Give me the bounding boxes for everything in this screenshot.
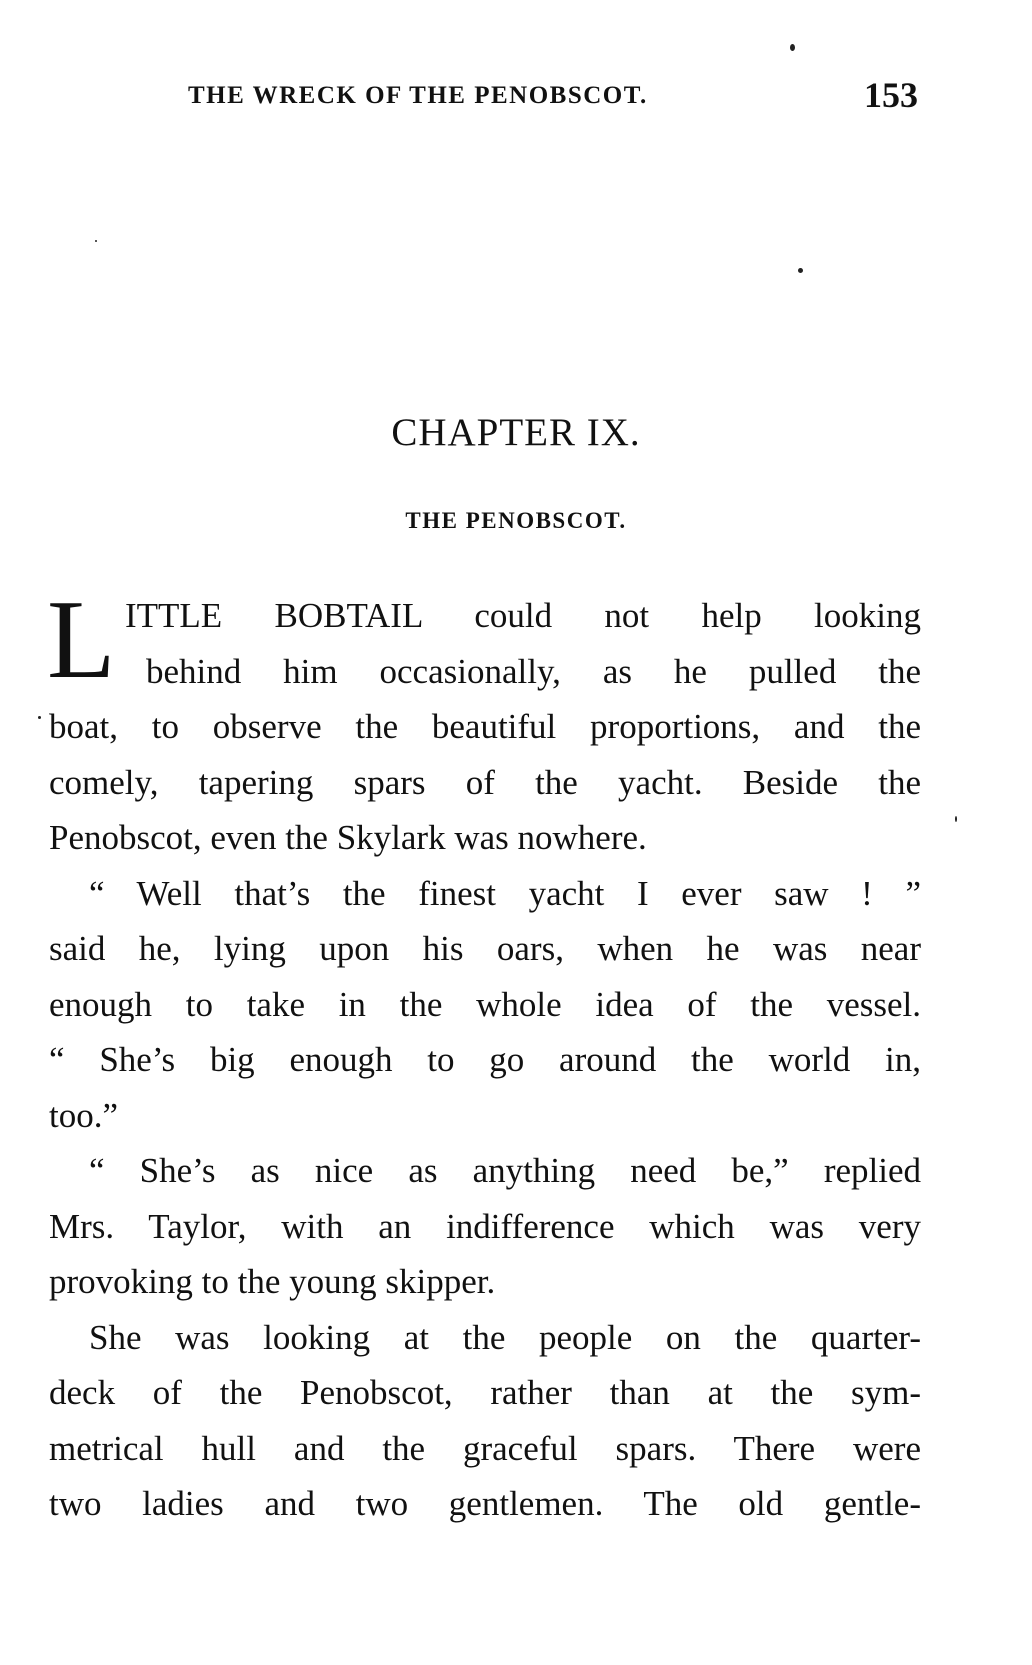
scan-speck [38,716,41,719]
drop-cap: L [47,578,116,702]
first-paragraph-start [47,578,921,702]
text-line: said he, lying upon his oars, when he was near [49,929,921,968]
text-line: “ She’s as nice as anything need be,” replied [89,1151,921,1190]
chapter-title: THE PENOBSCOT. [405,508,627,533]
text-line: enough to take in the whole idea of the vessel. [49,984,921,1024]
running-head [188,74,918,114]
text-line: “ Well that’s the finest yacht I ever saw ! ” [89,873,921,913]
text-line: boat, to observe the beautiful proportions, and the [49,707,921,746]
text-line: ITTLE BOBTAIL could not help looking [125,596,921,635]
text-line: She was looking at the people on the quarter- [89,1317,921,1357]
scan-speck [790,44,795,51]
text-line: Penobscot, even the Skylark was nowhere. [49,818,647,857]
text-line: too.” [49,1095,119,1135]
scan-speck [798,268,803,273]
text-line: comely, tapering spars of the yacht. Beside the [49,762,921,802]
text-line: “ She’s big enough to go around the world in, [49,1040,921,1079]
text-line: behind him occasionally, as he pulled the [146,651,921,691]
running-title: THE WRECK OF THE PENOBSCOT. [188,82,648,109]
text-line: two ladies and two gentlemen. The old gentle- [49,1484,921,1523]
chapter-number: CHAPTER IX. [391,411,641,454]
text-line: deck of the Penobscot, rather than at the sym- [49,1373,921,1412]
text-line: provoking to the young skipper. [49,1262,496,1301]
body-text [47,578,921,1532]
text-line: Mrs. Taylor, with an indifference which was very [49,1206,921,1246]
scan-speck [955,816,957,822]
scan-speck [95,240,97,242]
page-number: 153 [864,75,918,115]
text-line: metrical hull and the graceful spars. There were [49,1428,921,1468]
